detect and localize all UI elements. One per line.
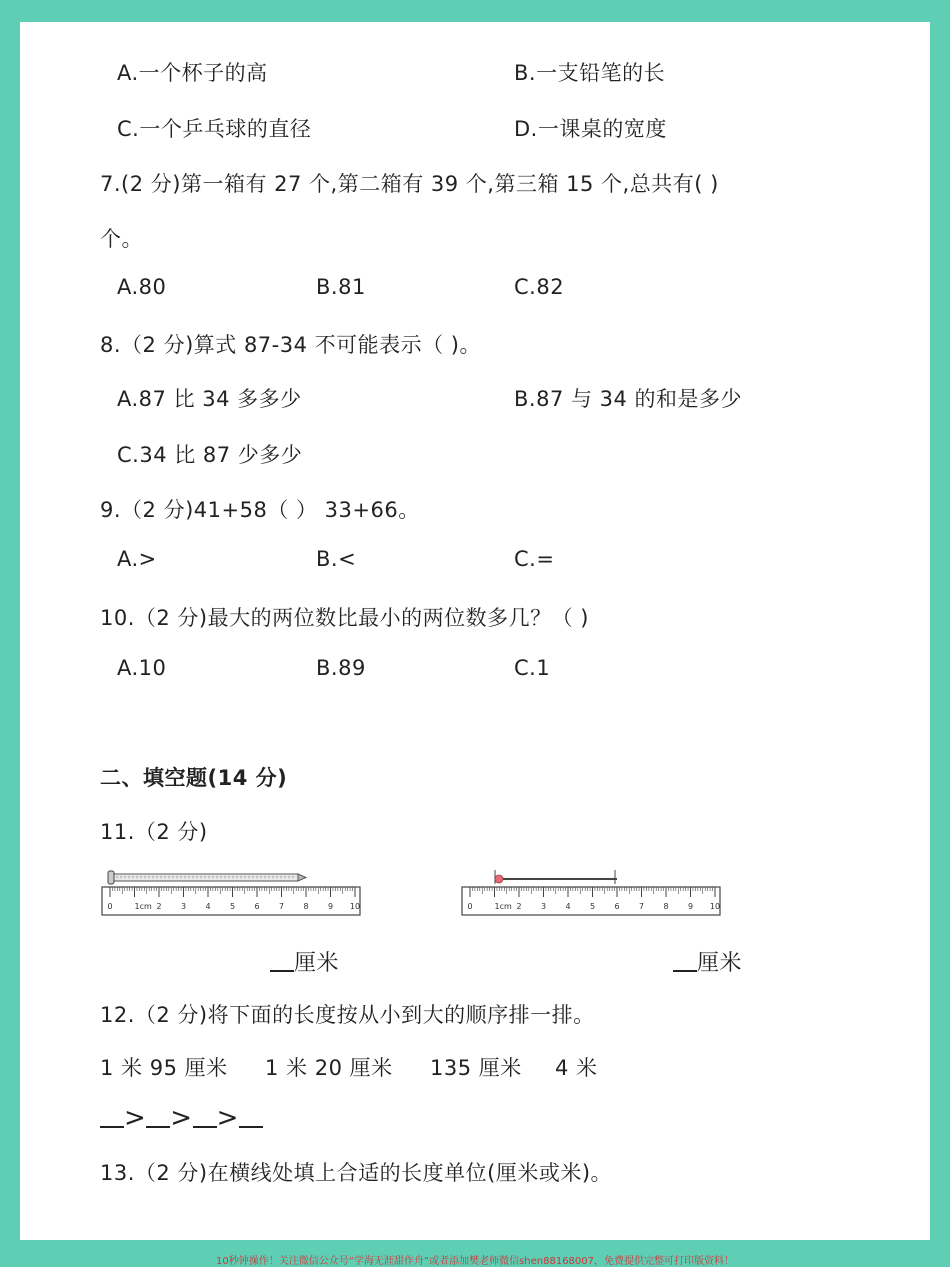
greater-than-sign: > xyxy=(170,1103,193,1133)
ruler-label: 4 xyxy=(565,902,571,911)
q7-option-b: B.81 xyxy=(316,275,366,299)
ruler-label: 1cm xyxy=(494,902,512,911)
ruler-label: 6 xyxy=(254,902,260,911)
nail-icon xyxy=(108,871,306,884)
greater-than-sign: > xyxy=(216,1103,239,1133)
q10-stem: 10.（2 分)最大的两位数比最小的两位数多几？（ ) xyxy=(100,606,589,630)
unit-label: 厘米 xyxy=(697,951,743,976)
ruler-label: 10 xyxy=(709,902,721,911)
ruler-label: 8 xyxy=(303,902,309,911)
q9-option-b: B.< xyxy=(316,547,357,571)
answer-blank[interactable] xyxy=(146,1104,170,1128)
q10-option-c: C.1 xyxy=(514,656,551,680)
q8-stem: 8.（2 分)算式 87-34 不可能表示（ )。 xyxy=(100,333,482,357)
q6-option-b: B.一支铅笔的长 xyxy=(514,61,666,85)
q6-option-a: A.一个杯子的高 xyxy=(117,61,268,85)
ruler-label: 10 xyxy=(349,902,361,911)
ruler-label: 2 xyxy=(516,902,522,911)
q7-stem: 7.(2 分)第一箱有 27 个,第二箱有 39 个,第三箱 15 个,总共有( ) xyxy=(100,172,719,196)
ruler-label: 9 xyxy=(327,902,334,911)
q7-stem-continued: 个。 xyxy=(100,227,143,251)
answer-blank[interactable] xyxy=(239,1104,263,1128)
ruler-label: 4 xyxy=(205,902,211,911)
q12-item-1: 1 米 95 厘米 xyxy=(100,1056,228,1080)
q12-item-2: 1 米 20 厘米 xyxy=(265,1056,393,1080)
answer-blank[interactable] xyxy=(673,948,697,972)
ruler-body xyxy=(102,887,360,915)
q6-option-d: D.一课桌的宽度 xyxy=(514,117,667,141)
q12-answer-row xyxy=(100,1103,263,1133)
ruler-label: 5 xyxy=(229,902,236,911)
ruler-label: 0 xyxy=(467,902,473,911)
ruler-label: 3 xyxy=(180,902,187,911)
ruler-label: 2 xyxy=(156,902,162,911)
ruler-with-pin xyxy=(460,866,725,920)
q12-stem: 12.（2 分)将下面的长度按从小到大的顺序排一排。 xyxy=(100,1003,595,1027)
q9-option-a: A.> xyxy=(117,547,157,571)
ruler-body xyxy=(462,887,720,915)
ruler-label: 7 xyxy=(278,902,285,911)
q11-answer-1 xyxy=(270,946,339,977)
ruler-label: 9 xyxy=(687,902,694,911)
ruler-with-nail xyxy=(100,866,365,920)
pin-icon xyxy=(495,870,617,884)
answer-blank[interactable] xyxy=(193,1104,217,1128)
q13-stem: 13.（2 分)在横线处填上合适的长度单位(厘米或米)。 xyxy=(100,1161,613,1185)
ruler-label: 6 xyxy=(614,902,620,911)
ruler-label: 7 xyxy=(638,902,645,911)
q9-option-c: C.= xyxy=(514,547,555,571)
section-title: 二、填空题(14 分) xyxy=(100,766,288,790)
q8-option-a: A.87 比 34 多多少 xyxy=(117,387,302,411)
ruler-label: 0 xyxy=(107,902,113,911)
q8-option-b: B.87 与 34 的和是多少 xyxy=(514,387,743,411)
q10-option-a: A.10 xyxy=(117,656,167,680)
q7-option-a: A.80 xyxy=(117,275,167,299)
ruler-label: 3 xyxy=(540,902,547,911)
q7-option-c: C.82 xyxy=(514,275,565,299)
footer-notice: 10秒钟操作！关注微信公众号“学海无涯甜作舟”或者添加樊老师微信shen88168007，免费提供完整可打印版资料！ xyxy=(215,1256,735,1267)
q12-item-3: 135 厘米 xyxy=(430,1056,522,1080)
q11-stem: 11.（2 分) xyxy=(100,820,208,844)
q8-option-c: C.34 比 87 少多少 xyxy=(117,443,303,467)
ruler-label: 5 xyxy=(589,902,596,911)
ruler-label: 1cm xyxy=(134,902,152,911)
q10-option-b: B.89 xyxy=(316,656,366,680)
greater-than-sign: > xyxy=(124,1103,147,1133)
answer-blank[interactable] xyxy=(100,1104,124,1128)
ruler-label: 8 xyxy=(663,902,669,911)
q9-stem: 9.（2 分)41+58（ ） 33+66。 xyxy=(100,498,420,522)
q11-answer-2 xyxy=(673,946,742,977)
answer-blank[interactable] xyxy=(270,948,294,972)
q12-item-4: 4 米 xyxy=(555,1056,598,1080)
q6-option-c: C.一个乒乓球的直径 xyxy=(117,117,312,141)
unit-label: 厘米 xyxy=(294,951,340,976)
